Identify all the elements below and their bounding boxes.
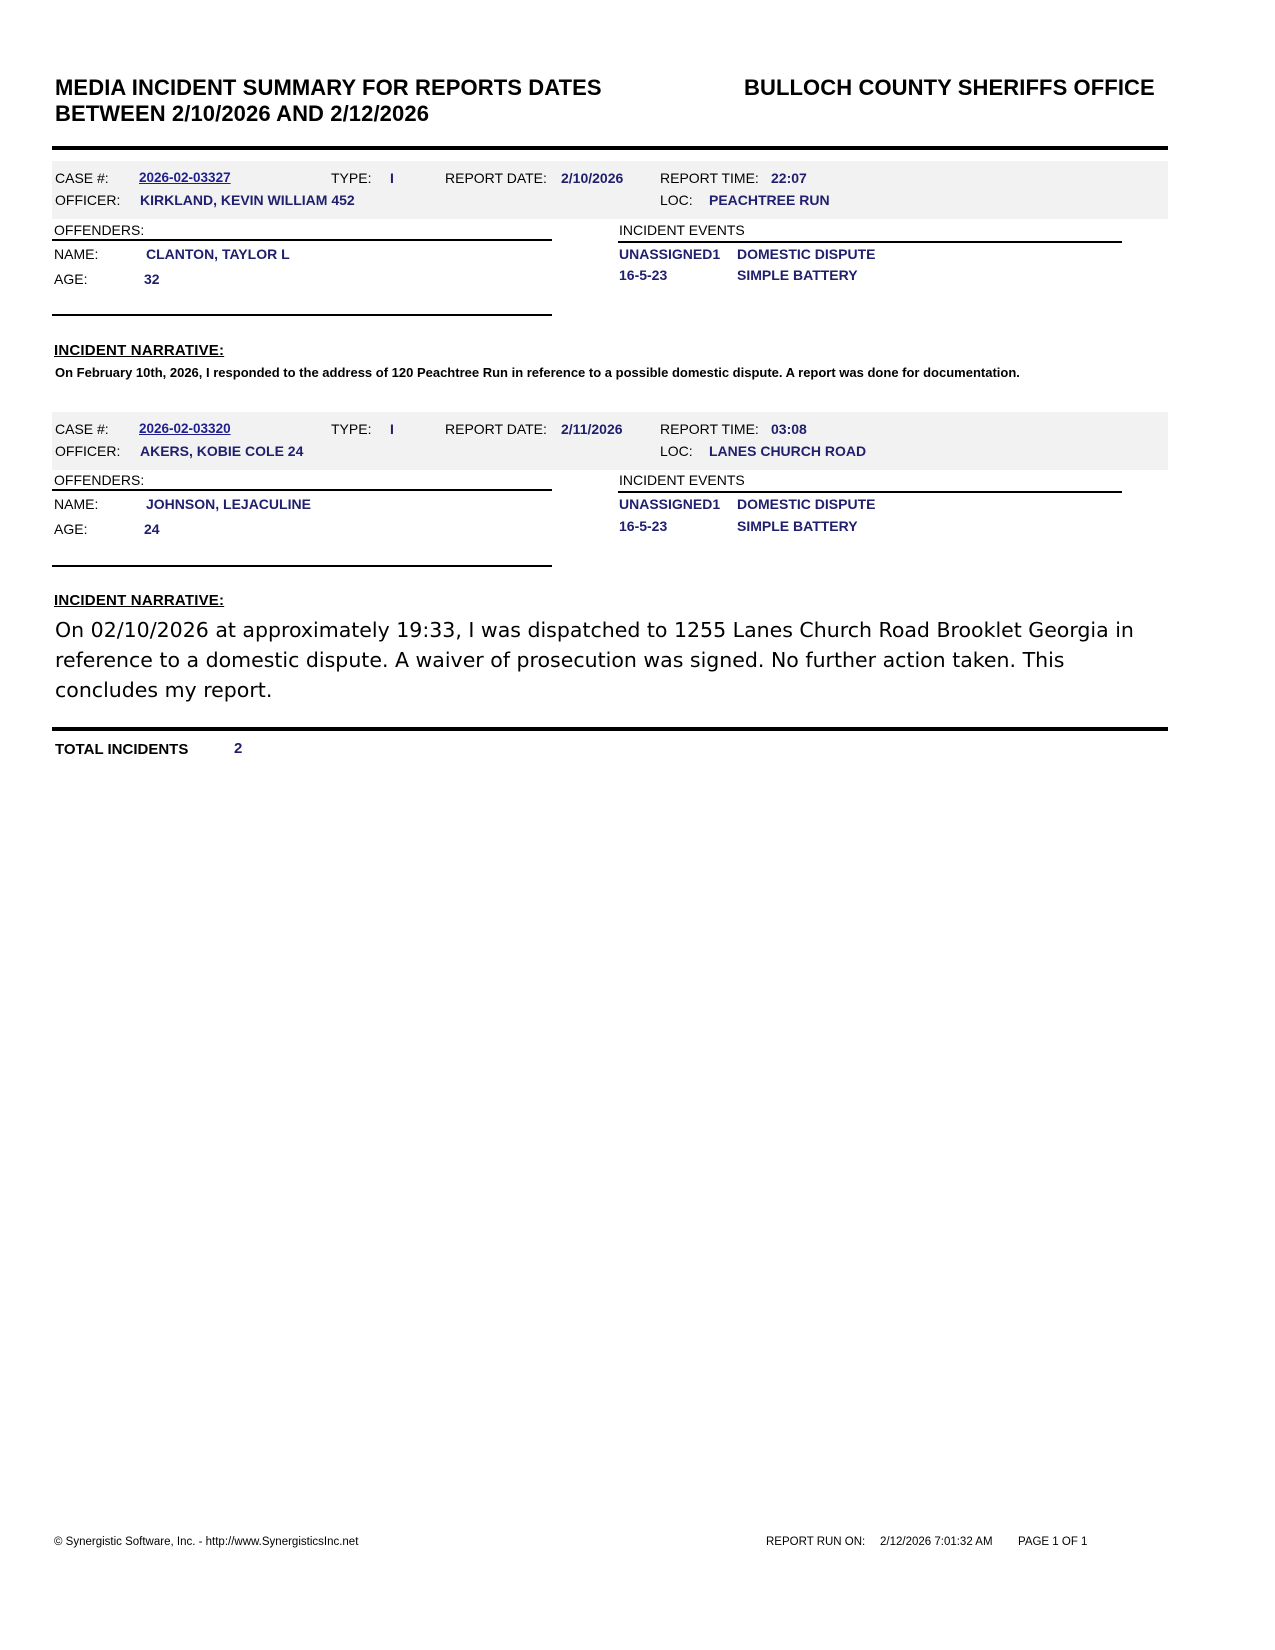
offenders-bottom-rule — [52, 314, 552, 316]
incident-events-rule — [618, 491, 1122, 493]
incident-2-case-number-link[interactable]: 2026-02-03320 — [139, 421, 231, 436]
report-time-label: REPORT TIME: — [660, 421, 759, 437]
incident-1-report-time: 22:07 — [771, 170, 807, 186]
age-label: AGE: — [54, 521, 88, 537]
offenders-rule — [52, 239, 552, 241]
loc-label: LOC: — [660, 443, 693, 459]
offenders-label: OFFENDERS: — [54, 472, 145, 488]
loc-label: LOC: — [660, 192, 693, 208]
incident-2-offender-age: 24 — [144, 521, 160, 537]
type-label: TYPE: — [331, 170, 372, 186]
totals-rule — [52, 727, 1168, 731]
incident-1-type: I — [390, 170, 394, 186]
total-incidents-value: 2 — [234, 740, 243, 757]
officer-label: OFFICER: — [55, 192, 121, 208]
offenders-rule — [52, 489, 552, 491]
incident-1-event-1-desc: DOMESTIC DISPUTE — [737, 246, 876, 262]
offenders-label: OFFENDERS: — [54, 222, 145, 238]
incident-1-report-date: 2/10/2026 — [561, 170, 624, 186]
incident-1-offender-name: CLANTON, TAYLOR L — [146, 246, 290, 262]
name-label: NAME: — [54, 246, 99, 262]
narrative-heading: INCIDENT NARRATIVE: — [54, 342, 225, 359]
incident-1-loc: PEACHTREE RUN — [709, 192, 830, 208]
incident-2-offender-name: JOHNSON, LEJACULINE — [146, 496, 311, 512]
incident-events-label: INCIDENT EVENTS — [619, 472, 745, 488]
incident-2-officer: AKERS, KOBIE COLE 24 — [140, 443, 304, 459]
report-run-value: 2/12/2026 7:01:32 AM — [880, 1536, 993, 1548]
incident-2-type: I — [390, 421, 394, 437]
copyright-footer: © Synergistic Software, Inc. - http://www.SynergisticsInc.net — [54, 1536, 359, 1548]
offenders-bottom-rule — [52, 565, 552, 567]
incident-1-case-number-link[interactable]: 2026-02-03327 — [139, 170, 231, 185]
incident-1-narrative: On February 10th, 2026, I responded to the address of 120 Peachtree Run in reference to a possible domestic dispute. A report was done for documentation. — [55, 365, 1020, 380]
report-title-line2: BETWEEN 2/10/2026 AND 2/12/2026 — [55, 101, 430, 126]
header-rule — [52, 146, 1168, 150]
type-label: TYPE: — [331, 421, 372, 437]
incident-1-offender-age: 32 — [144, 271, 160, 287]
report-run-label: REPORT RUN ON: — [766, 1536, 866, 1548]
total-incidents-label: TOTAL INCIDENTS — [55, 741, 189, 758]
incident-2-report-time: 03:08 — [771, 421, 807, 437]
incident-events-rule — [618, 241, 1122, 243]
incident-1-event-2-code: 16-5-23 — [619, 267, 668, 283]
name-label: NAME: — [54, 496, 99, 512]
incident-2-event-1-desc: DOMESTIC DISPUTE — [737, 496, 876, 512]
report-date-label: REPORT DATE: — [445, 170, 547, 186]
incident-2-loc: LANES CHURCH ROAD — [709, 443, 867, 459]
narrative-heading: INCIDENT NARRATIVE: — [54, 592, 225, 609]
case-label: CASE #: — [55, 170, 109, 186]
report-date-label: REPORT DATE: — [445, 421, 547, 437]
agency-name: BULLOCH COUNTY SHERIFFS OFFICE — [744, 75, 1155, 100]
incident-1-officer: KIRKLAND, KEVIN WILLIAM 452 — [140, 192, 355, 208]
age-label: AGE: — [54, 271, 88, 287]
incident-2-narrative: On 02/10/2026 at approximately 19:33, I was dispatched to 1255 Lanes Church Road Brooklet Georgia in reference to a domestic dispute. A waiver of prosecution was signed. No further action taken. This concludes my report. — [55, 618, 1134, 702]
incident-events-label: INCIDENT EVENTS — [619, 222, 745, 238]
case-label: CASE #: — [55, 421, 109, 437]
report-title-line1: MEDIA INCIDENT SUMMARY FOR REPORTS DATES — [55, 75, 602, 100]
incident-2-event-1-code: UNASSIGNED1 — [619, 496, 721, 512]
incident-2-event-2-code: 16-5-23 — [619, 518, 668, 534]
incident-2-event-2-desc: SIMPLE BATTERY — [737, 518, 858, 534]
incident-2-report-date: 2/11/2026 — [561, 421, 623, 437]
report-time-label: REPORT TIME: — [660, 170, 759, 186]
incident-1-event-2-desc: SIMPLE BATTERY — [737, 267, 858, 283]
page-indicator: PAGE 1 OF 1 — [1018, 1536, 1088, 1548]
incident-1-event-1-code: UNASSIGNED1 — [619, 246, 721, 262]
officer-label: OFFICER: — [55, 443, 121, 459]
